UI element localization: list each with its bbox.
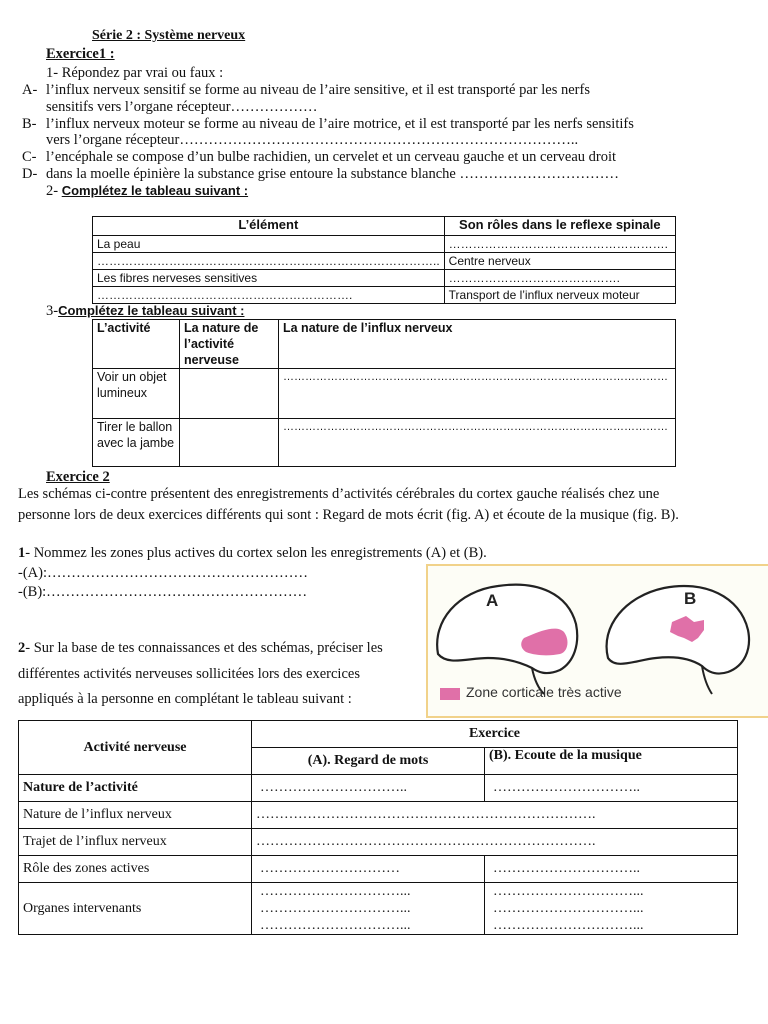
q3-title: Complétez le tableau suivant : bbox=[58, 303, 245, 318]
table2-header-activity: L’activité bbox=[93, 320, 180, 369]
statement-d-label: D- bbox=[22, 166, 38, 182]
table1-cell[interactable]: ………………………………………………………………………….. bbox=[93, 253, 445, 270]
table3-cell[interactable] bbox=[485, 883, 738, 935]
table3-header-exercise: Exercice bbox=[252, 721, 738, 748]
table-row bbox=[19, 829, 738, 856]
table1-cell[interactable]: ………………………………………………………. bbox=[93, 287, 445, 304]
table3-header-col-a: (A). Regard de mots bbox=[252, 748, 485, 775]
table1-header-element: L’élément bbox=[93, 217, 445, 236]
ex2-q1-text: - Nommez les zones plus actives du cortex selon les enregistrements (A) et (B). bbox=[25, 545, 487, 561]
exercise2-intro-line1: Les schémas ci-contre présentent des enregistrements d’activités cérébrales du cortex gauche réalisés chez une bbox=[18, 486, 660, 502]
table3-cell-dots: …………………………... bbox=[493, 884, 644, 899]
table2-cell[interactable]: …………………………………………………………………………………………… bbox=[279, 369, 676, 419]
table3-cell[interactable] bbox=[252, 802, 738, 829]
table3-cell-dots: …………………………... bbox=[260, 918, 411, 933]
table3-header-activity: Activité nerveuse bbox=[19, 721, 252, 775]
table3-cell-dots: …………………………... bbox=[260, 884, 411, 899]
page-title: Série 2 : Système nerveux bbox=[92, 28, 246, 43]
statement-b-line2: vers l’organe récepteur……………………………………………………………………….. bbox=[46, 132, 579, 148]
table-row bbox=[19, 856, 738, 883]
table-row bbox=[19, 883, 738, 935]
statement-a-line2: sensitifs vers l’organe récepteur……………… bbox=[46, 99, 318, 115]
statement-b-line1: l’influx nerveux moteur se forme au niveau de l’aire motrice, et il est transporté par les nerfs sensitifs bbox=[46, 116, 634, 132]
legend-label: Zone corticale très active bbox=[466, 684, 622, 700]
table1-cell[interactable]: ………………………………………………. bbox=[444, 236, 675, 253]
q2-prefix: 2- bbox=[46, 183, 62, 199]
table-row bbox=[93, 253, 676, 270]
table2-header-nature-activity: La nature de l’activité nerveuse bbox=[180, 320, 279, 369]
statement-c-line1: l’encéphale se compose d’un bulbe rachidien, un cervelet et un cerveau gauche et un cerveau droit bbox=[46, 149, 617, 165]
q3-prefix: 3- bbox=[46, 303, 59, 319]
ex2-q2-line2: différentes activités nerveuses sollicitées lors des exercices bbox=[18, 666, 360, 682]
table-nervous-activity bbox=[18, 720, 738, 935]
ex2-q1 bbox=[18, 545, 487, 562]
table2-cell[interactable]: …………………………………………………………………………………………… bbox=[279, 419, 676, 467]
table-row bbox=[93, 270, 676, 287]
table-row bbox=[93, 287, 676, 304]
ex2-q2-line1 bbox=[18, 640, 383, 657]
q2-heading bbox=[46, 183, 248, 200]
table1-header-role: Son rôles dans le reflexe spinale bbox=[444, 217, 675, 236]
statement-c-label: C- bbox=[22, 149, 37, 165]
table2-cell: Tirer le ballon avec la jambe bbox=[93, 419, 180, 467]
table-row bbox=[19, 802, 738, 829]
table3-row-label: Organes intervenants bbox=[19, 883, 252, 935]
brain-recordings-figure bbox=[426, 564, 768, 718]
ex2-q2-text: - Sur la base de tes connaissances et des schémas, préciser les bbox=[25, 640, 383, 656]
table1-cell: Les fibres nerveses sensitives bbox=[93, 270, 445, 287]
table3-row-label: Nature de l’activité bbox=[19, 775, 252, 802]
table3-cell[interactable] bbox=[252, 829, 738, 856]
table3-cell[interactable] bbox=[485, 856, 738, 883]
table-row bbox=[93, 369, 676, 419]
statement-b-label: B- bbox=[22, 116, 37, 132]
table-row bbox=[19, 775, 738, 802]
ex2-q2-line3: appliqués à la personne en complétant le tableau suivant : bbox=[18, 691, 352, 707]
table-row bbox=[93, 419, 676, 467]
table3-cell[interactable] bbox=[252, 883, 485, 935]
legend-swatch bbox=[440, 688, 460, 700]
table3-row-label: Trajet de l’influx nerveux bbox=[19, 829, 252, 856]
table3-cell-dots: …………………………... bbox=[493, 918, 644, 933]
ex2-q2-number: 2 bbox=[18, 640, 26, 656]
table3-cell-dots: …………………………... bbox=[260, 901, 411, 916]
table3-cell-dots: ………………………….. bbox=[493, 861, 640, 876]
q3-heading bbox=[46, 303, 244, 320]
table3-row-label: Rôle des zones actives bbox=[19, 856, 252, 883]
table3-cell-dots: ………………………………………………………………. bbox=[256, 807, 596, 822]
table3-row-label: Nature de l’influx nerveux bbox=[19, 802, 252, 829]
table3-cell-dots: ………………………….. bbox=[260, 780, 407, 795]
table2-cell[interactable] bbox=[180, 369, 279, 419]
table3-header-col-b: (B). Ecoute de la musique bbox=[485, 748, 738, 775]
exercise2-intro-line2: personne lors de deux exercices différents qui sont : Regard de mots écrit (fig. A) et écoute de la musique (fig. B). bbox=[18, 507, 679, 523]
answer-line-b[interactable]: -(B):……………………………………………… bbox=[18, 584, 308, 600]
brain-a-label: A bbox=[486, 591, 499, 610]
table1-cell: La peau bbox=[93, 236, 445, 253]
table1-cell: Transport de l’influx nerveux moteur bbox=[444, 287, 675, 304]
table3-cell[interactable] bbox=[485, 775, 738, 802]
table3-cell-dots: ………………………………………………………………. bbox=[256, 834, 596, 849]
statement-a-label: A- bbox=[22, 82, 38, 98]
exercise1-heading: Exercice1 : bbox=[46, 46, 115, 62]
table-activity-nature bbox=[92, 319, 676, 467]
ex2-q1-number: 1 bbox=[18, 545, 26, 561]
table2-cell[interactable] bbox=[180, 419, 279, 467]
table3-cell-dots: ………………………….. bbox=[493, 780, 640, 795]
table1-cell[interactable]: ……………………………………. bbox=[444, 270, 675, 287]
table3-cell-dots: ………………………… bbox=[260, 861, 400, 876]
q2-title: Complétez le tableau suivant : bbox=[61, 183, 249, 198]
table3-cell[interactable] bbox=[252, 775, 485, 802]
table2-cell: Voir un objet lumineux bbox=[93, 369, 180, 419]
table1-cell: Centre nerveux bbox=[444, 253, 675, 270]
exercise2-heading: Exercice 2 bbox=[46, 469, 110, 485]
table-reflex-elements bbox=[92, 216, 676, 304]
statement-d-line1: dans la moelle épinière la substance grise entoure la substance blanche …………………………… bbox=[46, 166, 619, 182]
table2-header-nature-influx: La nature de l’influx nerveux bbox=[279, 320, 676, 369]
table3-cell[interactable] bbox=[252, 856, 485, 883]
statement-a-line1: l’influx nerveux sensitif se forme au niveau de l’aire sensitive, et il est transporté par les nerfs bbox=[46, 82, 590, 98]
table-row bbox=[93, 236, 676, 253]
answer-line-a[interactable]: -(A):……………………………………………… bbox=[18, 565, 308, 581]
q1-title: 1- Répondez par vrai ou faux : bbox=[46, 65, 224, 81]
brain-b-label: B bbox=[684, 589, 697, 608]
table3-cell-dots: …………………………... bbox=[493, 901, 644, 916]
